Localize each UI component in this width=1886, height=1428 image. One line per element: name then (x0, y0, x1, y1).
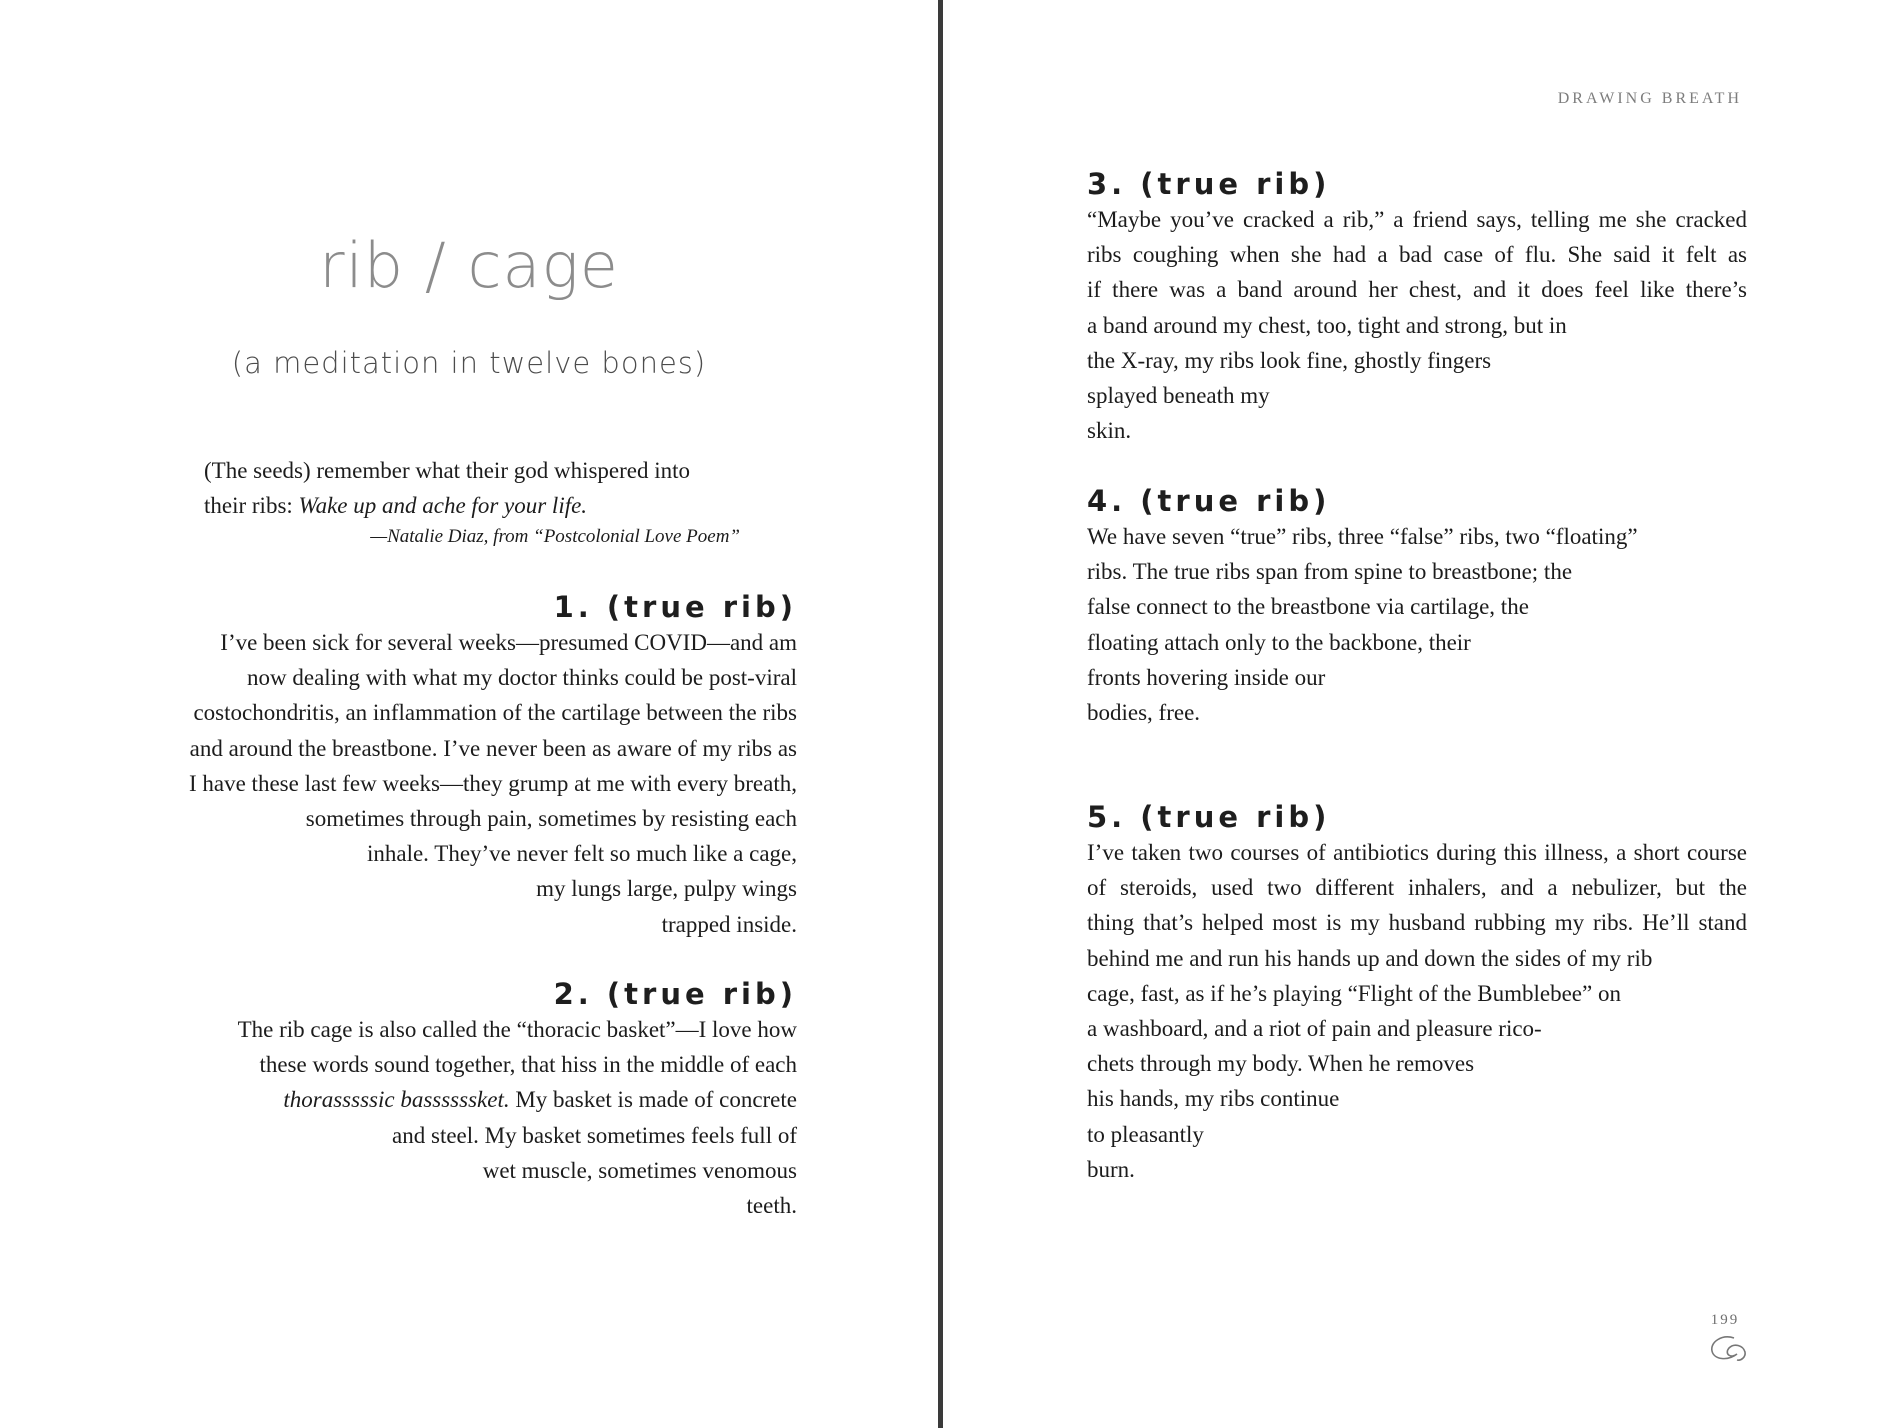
body-line: my lungs large, pulpy wings (536, 876, 797, 902)
body-line: skin. (1087, 418, 1132, 444)
body-line: The rib cage is also called the “thoracic basket”—I love how (237, 1017, 797, 1042)
book-gutter (938, 0, 943, 1428)
section-heading: 1. (true rib) (553, 590, 797, 624)
body-line: I have these last few weeks—they grump at me with every breath, (188, 770, 797, 796)
epigraph (204, 453, 740, 523)
body-line: ribs coughing when she had a bad case of flu. She said it felt as (1087, 242, 1747, 268)
chapter-subtitle: (a meditation in twelve bones) (231, 346, 707, 380)
body-line: fronts hovering inside our (1087, 664, 1326, 690)
body-line: to pleasantly (1087, 1121, 1204, 1147)
body-line: now dealing with what my doctor thinks could be post-viral (247, 665, 797, 691)
section-2 (100, 976, 797, 1223)
section-heading: 5. (true rib) (1087, 800, 1331, 834)
body-line: bodies, free. (1087, 700, 1201, 726)
body-line: his hands, my ribs continue (1087, 1086, 1340, 1112)
body-line: thing that’s helped most is my husband rubbing my ribs. He’ll stand (1087, 910, 1747, 936)
body-line: and steel. My basket sometimes feels full of (392, 1122, 797, 1148)
flourish-icon (1704, 1332, 1750, 1364)
section-heading: 4. (true rib) (1087, 484, 1331, 518)
body-line: inhale. They’ve never felt so much like a cage, (366, 841, 797, 867)
body-text: My basket is made of concrete (509, 1087, 797, 1113)
body-line: a band around my chest, too, tight and strong, but in (1087, 312, 1567, 338)
body-line: floating attach only to the backbone, their (1087, 629, 1471, 655)
running-head: DRAWING BREATH (1557, 90, 1742, 107)
epigraph-line: (The seeds) remember what their god whispered into (204, 458, 691, 483)
body-line (100, 1082, 797, 1117)
body-line: the X-ray, my ribs look fine, ghostly fingers (1087, 347, 1492, 373)
body-line: We have seven “true” ribs, three “false” ribs, two “floating” (1087, 524, 1638, 549)
section-heading: 2. (true rib) (553, 977, 797, 1011)
body-line: false connect to the breastbone via cartilage, the (1087, 594, 1529, 620)
section-1 (100, 589, 797, 942)
section-5 (1087, 799, 1747, 1187)
italic-phrase: thorasssssic bassssssket. (283, 1087, 510, 1113)
epigraph-line (204, 488, 740, 523)
epigraph-attribution: —Natalie Diaz, from “Postcolonial Love Poem” (370, 526, 740, 547)
body-line: trapped inside. (661, 911, 797, 937)
body-line: costochondritis, an inflammation of the cartilage between the ribs (193, 700, 797, 726)
body-line: these words sound together, that hiss in the middle of each (259, 1052, 797, 1078)
section-3 (1087, 166, 1747, 448)
body-line: teeth. (746, 1193, 797, 1219)
body-line: if there was a band around her chest, and it does feel like there’s (1087, 277, 1747, 303)
body-line: wet muscle, sometimes venomous (482, 1157, 797, 1183)
epigraph-quote: Wake up and ache for your life. (298, 493, 588, 518)
body-line: and around the breastbone. I’ve never been as aware of my ribs as (189, 735, 797, 761)
section-4 (1087, 483, 1747, 730)
epigraph-prefix: their ribs: (204, 493, 299, 518)
body-line: “Maybe you’ve cracked a rib,” a friend says, telling me she cracked (1087, 207, 1747, 232)
body-line: ribs. The true ribs span from spine to breastbone; the (1087, 559, 1573, 585)
body-line: splayed beneath my (1087, 383, 1270, 409)
section-heading: 3. (true rib) (1087, 167, 1331, 201)
page-number: 199 (1710, 1312, 1740, 1328)
body-line: I’ve been sick for several weeks—presumed COVID—and am (220, 630, 797, 655)
chapter-title: rib / cage (319, 229, 619, 302)
body-line: a washboard, and a riot of pain and pleasure rico- (1087, 1016, 1542, 1042)
body-line: chets through my body. When he removes (1087, 1051, 1475, 1077)
body-line: sometimes through pain, sometimes by resisting each (305, 806, 797, 832)
body-line: behind me and run his hands up and down the sides of my rib (1087, 945, 1653, 971)
body-line: cage, fast, as if he’s playing “Flight of the Bumblebee” on (1087, 980, 1621, 1006)
body-line: of steroids, used two different inhalers, and a nebulizer, but the (1087, 875, 1747, 901)
body-line: I’ve taken two courses of antibiotics during this illness, a short course (1087, 840, 1747, 865)
body-line: burn. (1087, 1156, 1135, 1182)
